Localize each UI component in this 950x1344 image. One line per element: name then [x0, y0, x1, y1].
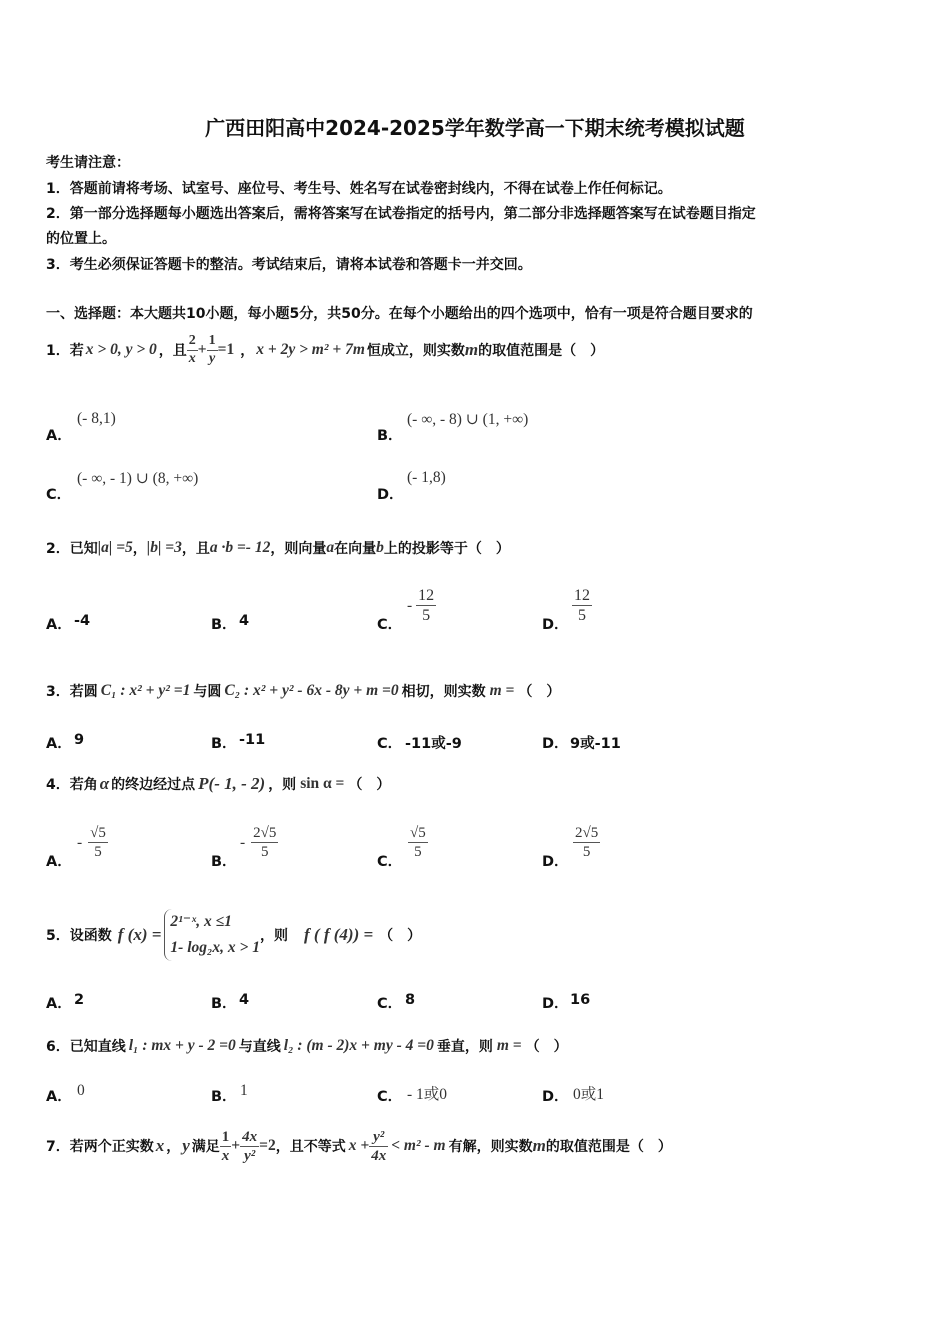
q4-option-a-label[interactable]: A．: [46, 854, 72, 870]
q5-option-d[interactable]: 16: [570, 992, 591, 1008]
q2-dot: a ·b =- 12: [209, 539, 271, 556]
q7-text-1: 满足: [191, 1139, 220, 1155]
q7-eq: =2: [259, 1137, 276, 1154]
q2-b-norm: |b| =3: [146, 539, 182, 556]
q4-d-num: 2√5: [575, 825, 599, 841]
q2-option-c-label[interactable]: C．: [377, 617, 403, 633]
q1-frac1-den: x: [188, 350, 196, 366]
q5-text-2: （ ）: [379, 928, 422, 944]
q2-text-1: ，则向量: [270, 541, 327, 557]
q1-option-b-label[interactable]: B．: [377, 428, 403, 444]
question-7: [46, 1120, 672, 1172]
q6-text-2: 垂直，则: [436, 1039, 493, 1055]
q2-option-c-sign: -: [407, 596, 413, 614]
q3-circle-2: C₂ : x² + y² - 6x - 8y + m =0: [224, 682, 399, 699]
q7-y: y: [182, 1136, 190, 1155]
q3-number: 3．若圆: [46, 684, 98, 700]
q3-option-c[interactable]: -11或-9: [405, 736, 462, 752]
q2-option-b[interactable]: 4: [239, 613, 250, 629]
q4-b-frac: [251, 824, 278, 861]
q7-m: m: [532, 1136, 546, 1155]
q1-plus: +: [197, 341, 207, 358]
q3-option-b-label[interactable]: B．: [211, 736, 237, 752]
q7-sep: ，: [166, 1139, 181, 1155]
q6-option-c[interactable]: - 1或0: [407, 1086, 448, 1103]
q4-c-num: √5: [410, 825, 426, 841]
q4-c-den: 5: [414, 844, 422, 860]
q4-point: P(- 1, - 2): [198, 774, 266, 793]
q2-option-b-label[interactable]: B．: [211, 617, 237, 633]
q4-option-b[interactable]: [240, 824, 278, 861]
q6-text-1: 与直线: [238, 1039, 281, 1055]
q7-f2-den: y²: [244, 1147, 256, 1164]
q2-option-a[interactable]: -4: [74, 613, 91, 629]
q1-var: m: [464, 340, 479, 359]
q2-sep: ，: [132, 541, 147, 557]
q6-line-2: l₂ : (m - 2)x + my - 4 =0: [283, 1037, 434, 1054]
q1-option-c-label[interactable]: C．: [46, 487, 72, 503]
q5-option-b-label[interactable]: B．: [211, 996, 237, 1012]
q2-text-3: 上的投影等于（ ）: [383, 541, 510, 557]
q4-a-den: 5: [94, 844, 102, 860]
q7-text-2: ，且不等式: [275, 1139, 346, 1155]
q4-option-c-label[interactable]: C．: [377, 854, 403, 870]
q4-a-frac: [88, 824, 108, 861]
q2-option-d-label[interactable]: D．: [542, 617, 569, 633]
q2-d-den: 5: [578, 607, 586, 625]
q4-d-den: 5: [582, 844, 591, 860]
q4-option-d-label[interactable]: D．: [542, 854, 569, 870]
q5-case-2: 1- log₂x, x > 1: [170, 939, 261, 956]
q2-d-num: 12: [572, 586, 592, 606]
q1-tail-1: 恒成立，则实数: [366, 343, 465, 359]
q1-option-a-label[interactable]: A．: [46, 428, 72, 444]
q6-text-3: （ ）: [525, 1039, 568, 1055]
q1-frac2-num: 1: [207, 333, 218, 351]
q1-option-d-label[interactable]: D．: [377, 487, 404, 503]
q1-frac2-den: y: [209, 350, 216, 366]
q7-number: 7．若两个正实数: [46, 1139, 154, 1155]
q6-option-a-label[interactable]: A．: [46, 1089, 72, 1105]
q7-frac-3: [369, 1128, 388, 1165]
notice-item-3: 3．考生必须保证答题卡的整洁。考试结束后，请将本试卷和答题卡一并交回。: [46, 257, 532, 273]
question-3: [46, 674, 560, 708]
question-1: 1．若 x > 0, y > 0 ，且 $\frac{2}{x}$ + $\frac{1}{y}$ =1 ， x + 2y > m² + 7m 恒成立，则实数 m 的取值范围是（ ）: [46, 332, 605, 366]
q7-text-3: 有解，则实数: [448, 1139, 533, 1155]
q5-ff: f ( f (4)) =: [304, 925, 374, 944]
q7-plus: +: [231, 1137, 241, 1154]
q2-option-a-label[interactable]: A．: [46, 617, 72, 633]
q2-option-d[interactable]: [572, 586, 592, 625]
q7-rhs: < m² - m: [391, 1137, 446, 1154]
q3-m: m =: [489, 682, 515, 699]
q7-f3-den: 4x: [371, 1147, 387, 1164]
q2-c-den: 5: [422, 607, 431, 625]
q5-text-1: ，则: [260, 928, 289, 944]
q7-x: x: [155, 1136, 165, 1155]
q3-option-c-label[interactable]: C．: [377, 736, 403, 752]
q5-option-b[interactable]: 4: [239, 992, 250, 1008]
q5-option-c[interactable]: 8: [405, 992, 416, 1008]
q7-frac-2: [240, 1128, 259, 1165]
q6-option-b[interactable]: 1: [240, 1082, 248, 1099]
q2-a-norm: |a| =5: [97, 539, 133, 556]
q3-option-a[interactable]: 9: [74, 732, 85, 748]
q1-frac1-num: 2: [187, 333, 198, 351]
q4-option-b-label[interactable]: B．: [211, 854, 237, 870]
q2-number: 2．已知: [46, 541, 98, 557]
q5-piecewise: [164, 909, 260, 961]
q1-option-a[interactable]: (- 8,1): [77, 410, 116, 427]
q2-vec-b: b: [376, 539, 384, 556]
q1-fraction-2: [207, 333, 218, 368]
q7-f2-num: 4x: [242, 1128, 258, 1145]
q6-option-b-label[interactable]: B．: [211, 1089, 237, 1105]
q4-option-a[interactable]: [77, 824, 108, 861]
q3-option-b[interactable]: -11: [239, 732, 266, 748]
section-heading: 一、选择题：本大题共10小题，每小题5分，共50分。在每个小题给出的四个选项中，恰有一项是符合题目要求的: [46, 306, 753, 322]
q3-option-a-label[interactable]: A．: [46, 736, 72, 752]
question-2: [46, 530, 510, 566]
q1-number: 1．若: [46, 343, 84, 359]
q4-c-frac: [408, 824, 428, 861]
q4-d-frac: [573, 824, 600, 861]
q4-alpha: α: [99, 774, 110, 793]
q1-condition: x > 0, y > 0: [85, 341, 157, 358]
q5-number: 5．设函数: [46, 928, 112, 944]
q4-b-num: 2√5: [253, 825, 277, 841]
q7-f3-num: y²: [369, 1128, 388, 1147]
q4-a-sign: -: [77, 833, 83, 851]
q4-a-num: √5: [90, 825, 106, 841]
q4-b-sign: -: [240, 833, 246, 851]
q1-and: ，且: [158, 343, 187, 359]
q6-option-c-label[interactable]: C．: [377, 1089, 403, 1105]
question-5: [46, 905, 421, 965]
q3-text-2: 相切，则实数: [401, 684, 486, 700]
q4-number: 4．若角: [46, 777, 98, 793]
q6-line-1: l₁ : mx + y - 2 =0: [128, 1037, 236, 1054]
q2-text-2: 在向量: [334, 541, 377, 557]
q6-m: m =: [496, 1037, 522, 1054]
q2-and: ，且: [181, 541, 210, 557]
q1-tail-2: 的取值范围是（ ）: [478, 343, 605, 359]
q4-sin: sin α =: [300, 775, 345, 792]
q2-option-c[interactable]: [407, 586, 436, 625]
q6-option-d[interactable]: 0或1: [573, 1086, 605, 1103]
q7-text-4: 的取值范围是（ ）: [545, 1139, 672, 1155]
q5-case-1: 2¹⁻ˣ, x ≤1: [170, 913, 232, 930]
q6-option-d-label[interactable]: D．: [542, 1089, 569, 1105]
q7-f1-num: 1: [221, 1128, 230, 1145]
notice-heading: 考生请注意：: [46, 155, 130, 171]
question-6: [46, 1028, 568, 1064]
q4-text-1: 的终边经过点: [111, 777, 196, 793]
q3-circle-1: C₁ : x² + y² =1: [100, 682, 191, 699]
q6-number: 6．已知直线: [46, 1039, 126, 1055]
q5-option-c-label[interactable]: C．: [377, 996, 403, 1012]
page-title: 广西田阳高中2024-2025学年数学高一下期末统考模拟试题: [205, 116, 745, 140]
q5-option-a[interactable]: 2: [74, 992, 85, 1008]
q2-c-num: 12: [416, 586, 436, 606]
q5-option-d-label[interactable]: D．: [542, 996, 569, 1012]
q4-text-3: （ ）: [348, 777, 391, 793]
q1-eq: =1: [217, 341, 235, 358]
q1-option-c[interactable]: (- ∞, - 1) ∪ (8, +∞): [77, 470, 199, 487]
q7-frac-1: [220, 1128, 232, 1165]
q7-f1-den: x: [221, 1147, 230, 1164]
q2-option-c-frac: [416, 586, 436, 625]
notice-item-2: 2．第一部分选择题每小题选出答案后，需将答案写在试卷指定的括号内，第二部分非选择题答案写在试卷题目指定: [46, 206, 756, 222]
q4-option-d[interactable]: [573, 824, 600, 861]
q1-option-d[interactable]: (- 1,8): [407, 469, 446, 486]
q1-inequality: x + 2y > m² + 7m: [256, 341, 365, 358]
q6-option-a[interactable]: 0: [77, 1082, 85, 1099]
q4-option-c[interactable]: [408, 824, 428, 861]
question-4: [46, 766, 390, 802]
q3-text-1: 与圆: [193, 684, 222, 700]
q3-option-d[interactable]: 9或-11: [570, 736, 621, 752]
q3-text-3: （ ）: [518, 684, 561, 700]
notice-item-2-cont: 的位置上。: [46, 231, 116, 247]
q2-vec-a: a: [326, 539, 335, 556]
notice-item-1: 1．答题前请将考场、试室号、座位号、考生号、姓名写在试卷密封线内，不得在试卷上作任何标记。: [46, 181, 672, 197]
q2-option-d-frac: [572, 586, 592, 625]
q1-fraction-1: [187, 333, 198, 368]
q5-option-a-label[interactable]: A．: [46, 996, 72, 1012]
q1-option-b[interactable]: (- ∞, - 8) ∪ (1, +∞): [407, 411, 529, 428]
q7-lhs: x +: [348, 1137, 370, 1154]
q5-f: f (x) =: [117, 925, 162, 944]
q4-b-den: 5: [261, 844, 269, 860]
q4-text-2: ，则: [268, 777, 297, 793]
q3-option-d-label[interactable]: D．: [542, 736, 569, 752]
